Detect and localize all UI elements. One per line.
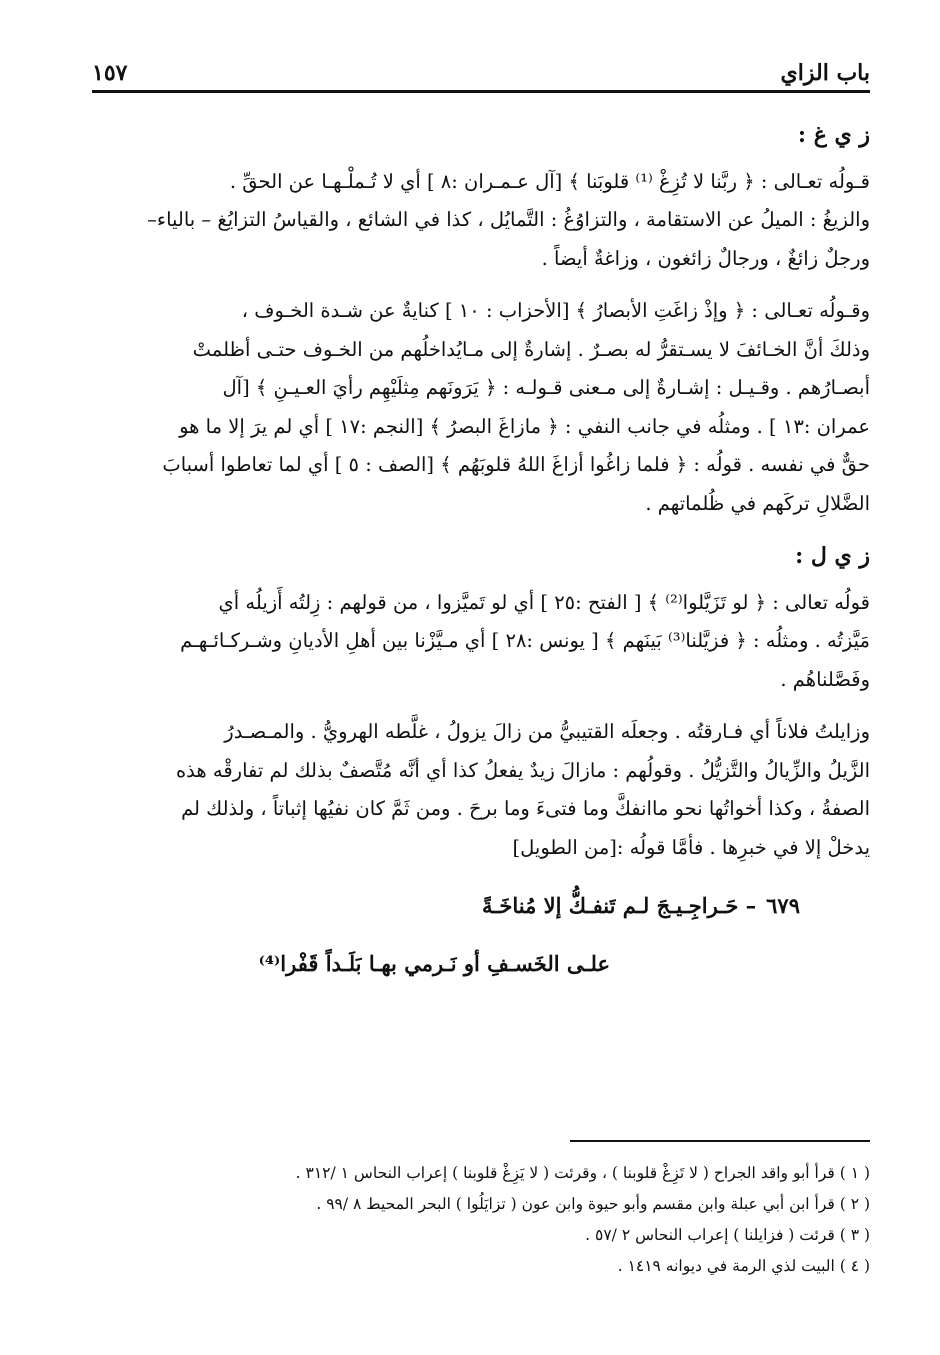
verse-second-hemistich [92, 939, 870, 989]
text-line: حقٌّ في نفسه . قولُه : ﴿ فلما زاغُوا أزاغَ اللهُ قلوبَهُم ﴾ [الصف : ٥ ] أي لما تعاطوا أسبابَ [162, 453, 870, 476]
main-text [92, 112, 870, 989]
poetry-verse [92, 881, 870, 989]
text-line: ورجلٌ زائغٌ ، ورجالٌ زائغون ، وزاغةٌ أيضاً . [541, 246, 870, 270]
text-line: قولُه تعالى : ﴿ لو تَزَيَّلوا⁽²⁾ ﴾ [ الفتح :٢٥ ] أي لو تَميَّزوا ، من قولهم : زِلتُه أَزيلُه أي [218, 590, 870, 614]
verse-first-hemistich [92, 881, 870, 931]
verse-line: – حَـراجِـيـجَ لـم تَنفـكُّ إلا مُناخَـةً [481, 893, 757, 918]
chapter-title: باب الزاي [780, 60, 870, 86]
text-line: وفَصَّلناهُم . [780, 667, 870, 691]
text-line: الصفةُ ، وكذا أخواتُها نحو ماانفكَّ وما فتىءَ وما برحَ . ومن ثَمَّ كان نفيُها إثباتاً ، ولذلك لم [181, 797, 870, 820]
text-line: وذلكَ أنَّ الخـائفَ لا يسـتقرُّ له بصـرٌ . إشارةٌ إلى مـايُداخلُهم من الخـوف حتـى أظلمتْ [192, 337, 870, 361]
footnote-rule [570, 1140, 870, 1142]
text-line: عمران :١٣ ] . ومثلُه في جانب النفي : ﴿ مازاغَ البصرُ ﴾ [النجم :١٧ ] أي لم يرَ إلا ما هو [179, 414, 870, 438]
text-line: أبصـارُهم . وقـيـل : إشـارةٌ إلى مـعنى قـولـه : ﴿ يَرَونَهم مِثلَيْهِم رأيَ العـيـنِ ﴾ [آل [222, 376, 870, 399]
page-number: ١٥٧ [92, 60, 128, 86]
verse-line: علـى الخَسـفِ أو نَـرمي بهـا بَلَـداً قَفْرا⁽⁴⁾ [258, 951, 610, 976]
footnote: ( ٤ ) البيت لذي الرمة في ديوانه ١٤١٩ . [617, 1257, 870, 1275]
section-zygh [92, 116, 870, 523]
text-line: الزَّيلُ والزِّيالُ والتَّزيُّلُ . وقولُهم : مازالَ زيدٌ يفعلُ كذا أي أنَّه مُتَّصفٌ بذلك لم تفارقْه هذه [175, 758, 870, 782]
section-heading: ز ي ل : [795, 543, 870, 569]
book-page [92, 40, 870, 1330]
text-line: والزيغُ : الميلُ عن الاستقامة ، والتزاوُغُ : التَّمايُل ، كذا في الشائع ، والقياسُ التزايُغ – بالياء– [147, 208, 870, 231]
running-header [92, 50, 870, 86]
header-rule [92, 90, 870, 93]
footnote: ( ٢ ) قرأ ابن أبي عبلة وابن مقسم وأبو حيوة وابن عون ( تزايَلُوا ) البحر المحيط ٨ /٩٩ . [316, 1195, 870, 1213]
text-line: وزايلتُ فلاناً أي فـارقتُه . وجعلَه القتيبيُّ من زالَ يزولُ ، غلَّطه الهرويُّ . والمـصـدرُ [224, 720, 870, 743]
text-line: يدخلْ إلا في خبرِها . فأمَّا قولُه :[من الطويل] [512, 835, 870, 859]
section-zyl [92, 537, 870, 867]
paragraph [92, 292, 870, 523]
footnotes [92, 1158, 870, 1282]
footnote: ( ٣ ) قرئت ( فزايلنا ) إعراب النحاس ٢ /٥٧ . [585, 1226, 870, 1244]
paragraph [92, 713, 870, 867]
text-line: مَيَّزتُه . ومثلُه : ﴿ فزيَّلنا⁽³⁾ بَينَهم ﴾ [ يونس :٢٨ ] أي مـيَّزْنا بين أهلِ الأديانِ وشـركـائـهـم [180, 629, 870, 652]
footnote: ( ١ ) قرأ أبو واقد الجراح ( لا تَزِغْ قلوبنا ) ، وقرئت ( لا يَزِغْ قلوبنا ) إعراب النحاس ١ /٣١٢ . [295, 1164, 870, 1182]
verse-number: ٦٧٩ [766, 893, 800, 918]
paragraph [92, 584, 870, 700]
section-heading: ز ي غ : [797, 122, 870, 148]
text-line: قـولُه تعـالى : ﴿ ربَّنا لا تُزِغْ ⁽¹⁾ قلوبَنا ﴾ [آل عـمـران :٨ ] أي لا تُـملْـهـا عن الحقِّ . [229, 169, 870, 193]
text-line: وقـولُه تعـالى : ﴿ وإذْ زاغَتِ الأبصارُ ﴾ [الأحزاب : ١٠ ] كنايةٌ عن شـدة الخـوف ، [241, 299, 870, 322]
text-line: الضَّلالِ تركَهم في ظُلماتهم . [645, 491, 870, 515]
paragraph [92, 163, 870, 279]
